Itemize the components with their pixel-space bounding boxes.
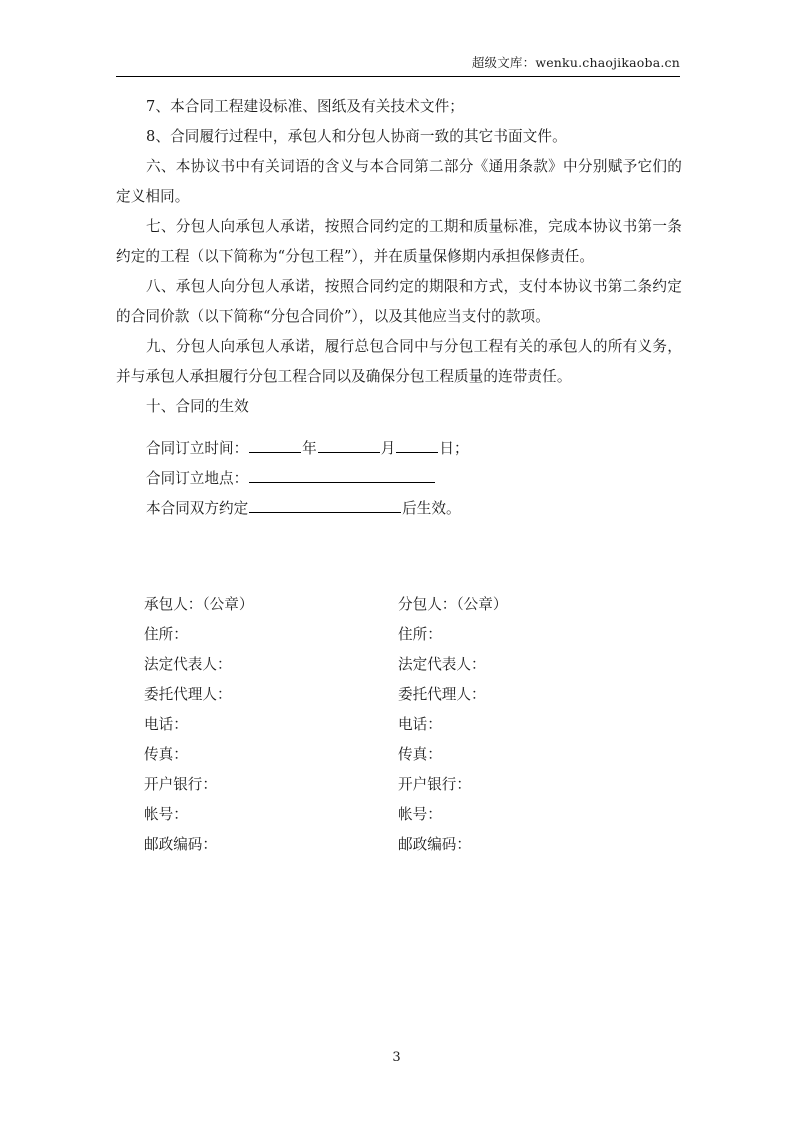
subcontractor-legal-rep-label: 法定代表人：	[398, 656, 486, 673]
signature-row	[144, 620, 564, 650]
contract-effective-row	[116, 494, 682, 524]
subcontractor-bank-label: 开户银行：	[398, 776, 471, 793]
clause-section-6: 六、本协议书中有关词语的含义与本合同第二部分《通用条款》中分别赋予它们的定义相同。	[116, 158, 682, 205]
year-unit-label: 年	[302, 440, 317, 457]
clause-section-10-heading: 十、合同的生效	[146, 398, 249, 415]
clause-section-9: 九、分包人向承包人承诺，履行总包合同中与分包工程有关的承包人的所有义务，并与承包人承担履行分包工程合同以及确保分包工程质量的连带责任。	[116, 338, 682, 385]
contractor-postcode-label: 邮政编码：	[144, 836, 217, 853]
signature-row	[144, 770, 564, 800]
contract-place-row	[116, 464, 682, 494]
signature-row	[144, 740, 564, 770]
effective-suffix-label: 后生效。	[402, 500, 461, 517]
contract-year-blank[interactable]	[249, 435, 301, 453]
effective-prefix-label: 本合同双方约定	[146, 500, 249, 517]
contractor-fax-label: 传真：	[144, 746, 188, 763]
clause-section-8: 八、承包人向分包人承诺，按照合同约定的期限和方式，支付本协议书第二条约定的合同价款（以下简称“分包合同价”），以及其他应当支付的款项。	[116, 278, 682, 325]
contract-date-row	[116, 434, 682, 464]
month-unit-label: 月	[380, 440, 396, 457]
signature-block	[144, 590, 564, 860]
contractor-account-label: 帐号：	[144, 806, 188, 823]
signature-row	[144, 710, 564, 740]
contract-place-blank[interactable]	[249, 465, 435, 483]
subcontractor-postcode-label: 邮政编码：	[398, 836, 471, 853]
header-divider	[116, 76, 680, 77]
contractor-phone-label: 电话：	[144, 716, 188, 733]
signature-row	[144, 830, 564, 860]
signature-row	[144, 800, 564, 830]
page-header	[116, 52, 680, 71]
contract-day-blank[interactable]	[396, 435, 438, 453]
subcontractor-fax-label: 传真：	[398, 746, 442, 763]
contractor-seal-label: 承包人：（公章）	[144, 596, 254, 613]
site-brand-text: 超级文库：wenku.chaojikaoba.cn	[471, 55, 680, 70]
subcontractor-address-label: 住所：	[398, 626, 442, 643]
signature-row	[144, 650, 564, 680]
contract-effective-blank[interactable]	[249, 495, 401, 513]
signature-row	[144, 590, 564, 620]
clause-section-7: 七、分包人向承包人承诺，按照合同约定的工期和质量标准，完成本协议书第一条约定的工程（以下简称为“分包工程”），并在质量保修期内承担保修责任。	[116, 218, 682, 265]
document-body	[116, 92, 682, 422]
fill-in-block	[116, 434, 682, 524]
clause-item-7: 7、本合同工程建设标准、图纸及有关技术文件；	[146, 98, 464, 115]
page-number: 3	[392, 1050, 401, 1065]
subcontractor-phone-label: 电话：	[398, 716, 442, 733]
day-unit-label: 日；	[439, 440, 469, 457]
subcontractor-agent-label: 委托代理人：	[398, 686, 486, 703]
contract-date-label: 合同订立时间：	[146, 440, 249, 457]
contract-place-label: 合同订立地点：	[146, 470, 249, 487]
subcontractor-account-label: 帐号：	[398, 806, 442, 823]
contractor-agent-label: 委托代理人：	[144, 686, 232, 703]
contractor-address-label: 住所：	[144, 626, 188, 643]
contract-month-blank[interactable]	[318, 435, 380, 453]
signature-row	[144, 680, 564, 710]
contractor-bank-label: 开户银行：	[144, 776, 217, 793]
contractor-legal-rep-label: 法定代表人：	[144, 656, 232, 673]
clause-item-8: 8、合同履行过程中，承包人和分包人协商一致的其它书面文件。	[146, 128, 567, 145]
subcontractor-seal-label: 分包人：（公章）	[398, 596, 508, 613]
